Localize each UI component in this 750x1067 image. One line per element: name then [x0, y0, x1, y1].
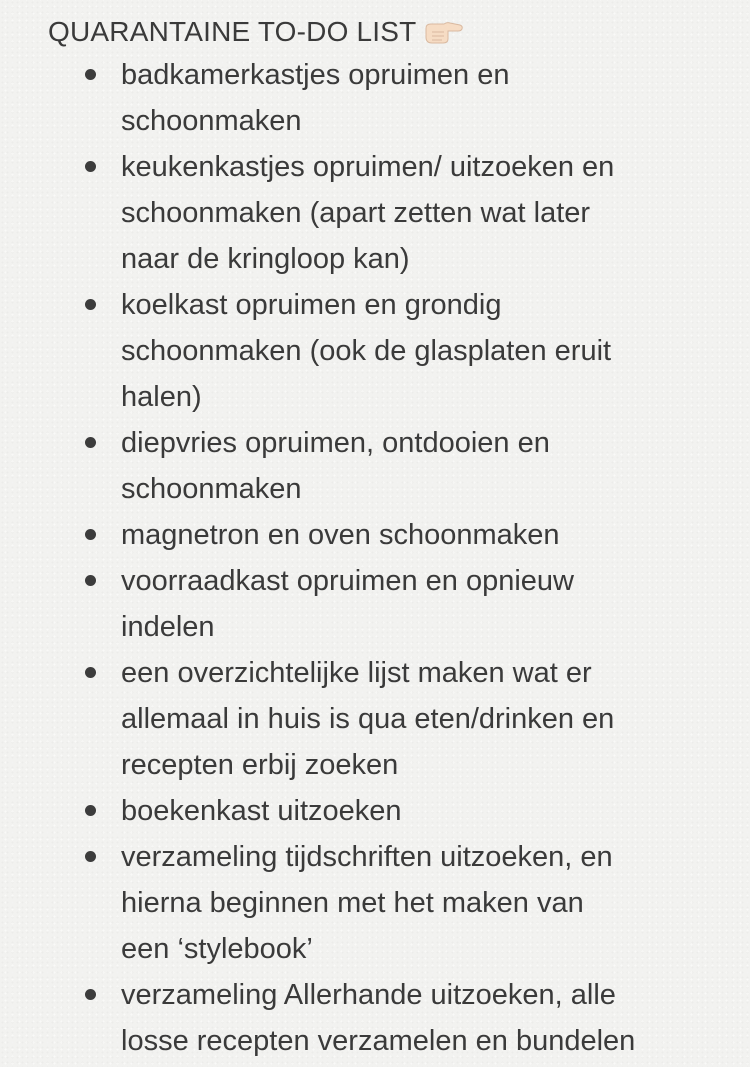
list-item-text: verzameling Allerhande uitzoeken, alle	[121, 979, 616, 1011]
list-item-text: indelen	[121, 611, 215, 643]
list-item-text: keukenkastjes opruimen/ uitzoeken en	[121, 151, 615, 183]
todo-list	[48, 52, 750, 1064]
list-item-text: schoonmaken (ook de glasplaten eruit	[121, 335, 612, 367]
list-item	[48, 558, 750, 650]
note-title-row	[48, 12, 750, 52]
bullet-icon	[85, 529, 96, 540]
list-item-text: hierna beginnen met het maken van	[121, 887, 584, 919]
list-item-text: koelkast opruimen en grondig	[121, 289, 502, 321]
bullet-icon	[85, 299, 96, 310]
bullet-icon	[85, 989, 96, 1000]
note-title: QUARANTAINE TO-DO LIST	[48, 16, 417, 47]
list-item-text: recepten erbij zoeken	[121, 749, 399, 781]
list-item	[48, 144, 750, 282]
bullet-icon	[85, 851, 96, 862]
list-item-text: boekenkast uitzoeken	[121, 795, 402, 827]
bullet-icon	[85, 69, 96, 80]
list-item-text: voorraadkast opruimen en opnieuw	[121, 565, 574, 597]
list-item-text: naar de kringloop kan)	[121, 243, 410, 275]
bullet-icon	[85, 437, 96, 448]
list-item	[48, 834, 750, 972]
list-item	[48, 282, 750, 420]
list-item	[48, 420, 750, 512]
list-item	[48, 788, 750, 834]
bullet-icon	[85, 161, 96, 172]
list-item-text: magnetron en oven schoonmaken	[121, 519, 560, 551]
list-item-text: badkamerkastjes opruimen en	[121, 59, 510, 91]
list-item-text: schoonmaken	[121, 473, 302, 505]
list-item-text: schoonmaken	[121, 105, 302, 137]
bullet-icon	[85, 575, 96, 586]
list-item	[48, 972, 750, 1064]
list-item-text: verzameling tijdschriften uitzoeken, en	[121, 841, 613, 873]
list-item-text: een ‘stylebook’	[121, 933, 313, 965]
list-item-text: diepvries opruimen, ontdooien en	[121, 427, 550, 459]
list-item	[48, 512, 750, 558]
bullet-icon	[85, 805, 96, 816]
list-item	[48, 52, 750, 144]
list-item-text: halen)	[121, 381, 202, 413]
bullet-icon	[85, 667, 96, 678]
list-item-text: losse recepten verzamelen en bundelen	[121, 1025, 636, 1057]
list-item-text: allemaal in huis is qua eten/drinken en	[121, 703, 615, 735]
list-item-text: een overzichtelijke lijst maken wat er	[121, 657, 592, 689]
list-item-text: schoonmaken (apart zetten wat later	[121, 197, 591, 229]
pointing-right-icon	[424, 19, 464, 45]
list-item	[48, 650, 750, 788]
